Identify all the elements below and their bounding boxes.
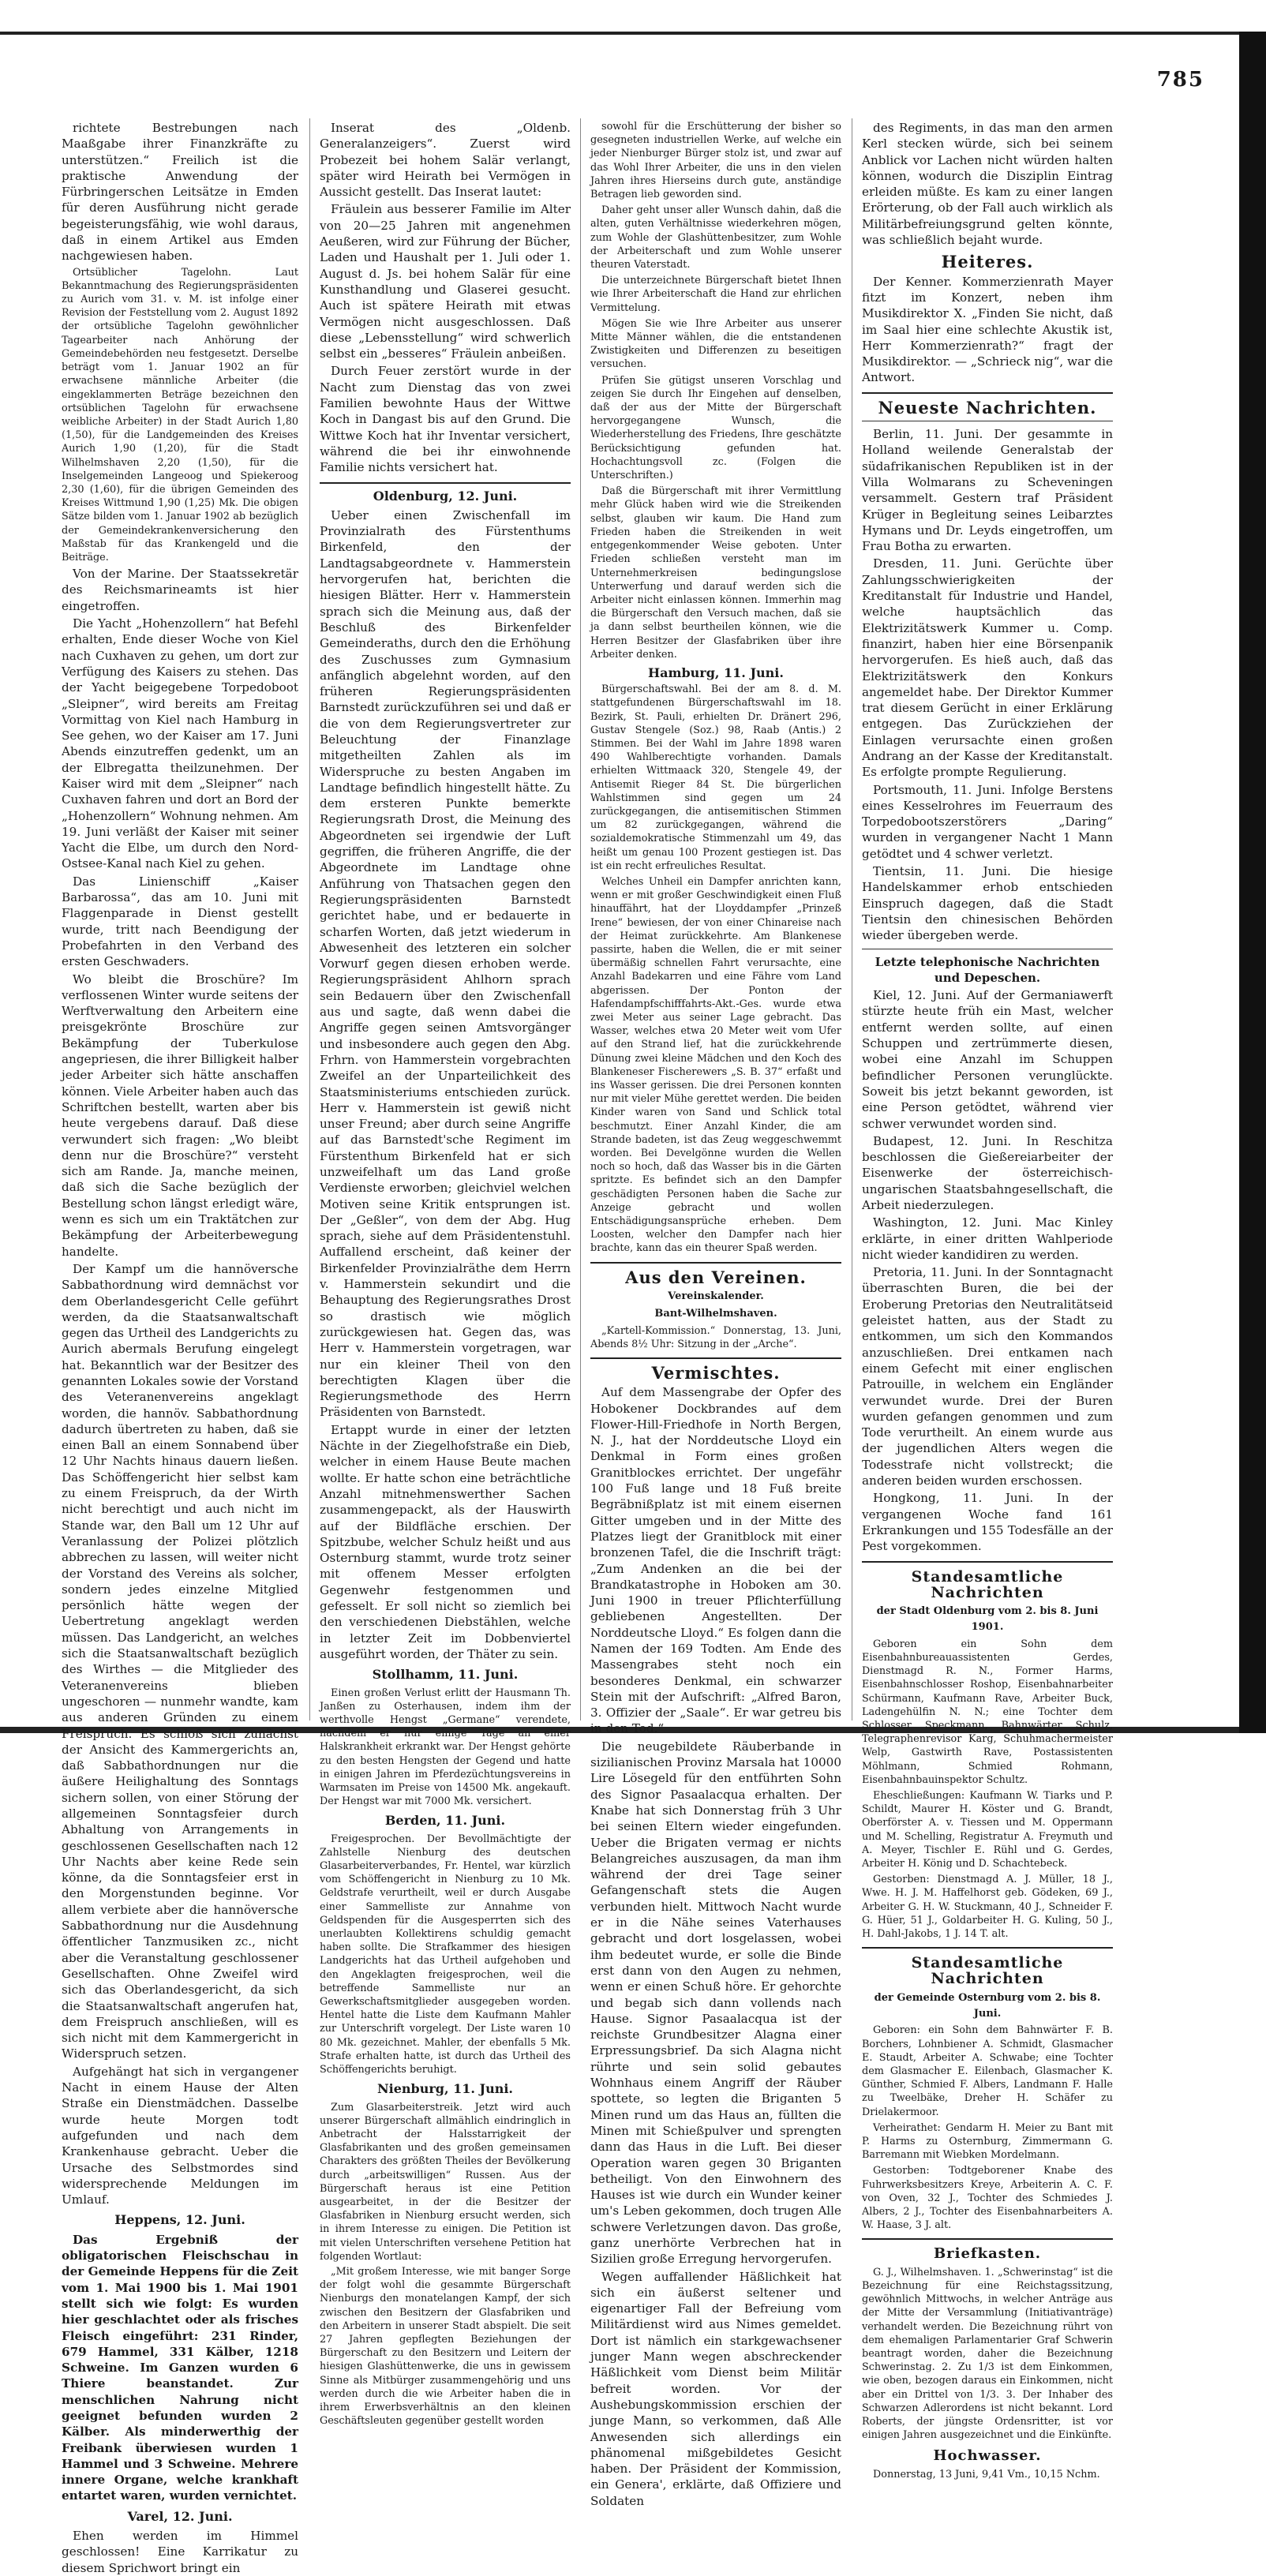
article-paragraph: Donnerstag, 13 Juni, 9,41 Vm., 10,15 Nchm. xyxy=(873,2468,1100,2481)
article-paragraph: richtete Bestrebungen nach Maaßgabe ihrer Finanzkräfte zu unterstützen.“ Freilich ist die praktische Anwendung der Fürbringerschen Leitsätze in Emden für deren Ausführung nicht gerade begeisterungsfähig, wie wohl daraus, daß in einem Artikel aus Emden nachgewiesen haben. xyxy=(62,121,298,264)
article-paragraph: Verheirathet: Gendarm H. Meier zu Bant mit P. Harms zu Osternburg, Zimmermann G. Barremann mit Wiebken Mordelmann. xyxy=(862,2121,1113,2162)
section-heading: Neueste Nachrichten. xyxy=(878,397,1097,417)
article-paragraph: „Kartell-Kommission.“ Donnerstag, 13. Juni, Abends 8½ Uhr: Sitzung in der „Arche“. xyxy=(590,1324,841,1350)
section-rule xyxy=(862,392,1113,394)
article-paragraph: Pretoria, 11. Juni. In der Sonntagnacht überraschten Buren, die bei der Eroberung Pretorias den Neutralitätseid geleistet hatten, aus der Stadt zu entkommen, um sich den Kommandos anzuschließen. Drei entkamen nach einem Gefecht mit einer englischen Patrouille, in welchem ein Engländer verwundet wurde. Drei der Buren wurden gefangen genommen und zum Tode verurtheilt. An einem wurde aus der jugendlichen Alters wegen die Todesstrafe nicht vollstreckt; die anderen beiden wurden erschossen. xyxy=(862,1265,1113,1488)
section-rule xyxy=(862,2238,1113,2240)
article-paragraph: Kiel, 12. Juni. Auf der Germaniawerft stürzte heute früh ein Mast, welcher entfernt werden sollte, auf einen Schuppen und zertrümmerte diesen, wobei eine Anzahl im Schuppen befindlicher Personen verunglückte. Soweit bis jetzt bekannt geworden, ist eine Person getödtet, während vier schwer verwundet worden sind. xyxy=(862,988,1113,1131)
article-paragraph: Ueber einen Zwischenfall im Provinzialrath des Fürstenthums Birkenfeld, den der Landtagsabgeordnete v. Hammerstein hervorgerufen hat, berichten die hiesigen Blätter. Herr v. Hammerstein sprach sich die Meinung aus, daß der Beschluß des Birkenfelder Gemeinderaths, durch den die Erhöhung des Zuschusses zum Gymnasium anfänglich abgelehnt worden, auf den früheren Regierungspräsidenten Barnstedt zurückzuführen sei und daß er die von dem Regierungsvertreter zur Beleuchtung der Finanzlage mitgetheilten Zahlen als im Widerspruche zu besten Angaben im Landtage befindlich hingestellt hätte. Zu dem ersteren Punkte bemerkte Regierungsrath Drost, die Meinung des Abgeordneten sei irgendwie der Luft gegriffen, die früheren Angriffe, die der Abgeordnete im Landtage ohne Anführung von Thatsachen gegen den Regierungspräsidenten Barnstedt gerichtet habe, und er bedauerte in scharfen Worten, daß jetzt wiederum in Abwesenheit des letzteren ein solcher Vorwurf gegen diesen erhoben werde. Regierungspräsident Ahlhorn sprach sein Bedauern über den Zwischenfall aus und sagte, daß wenn dabei die Angriffe gegen seinen Amtsvorgänger und insbesondere auch gegen den Abg. Frhrn. von Hammerstein vorgebrachten Zweifel an der Unparteilichkeit des Staatsministeriums entschieden zurück. Herr v. Hammerstein ist gewiß nicht unser Freund; aber durch seine Angriffe auf das Barnstedt'sche Regiment im Fürstenthum Birkenfeld hat er sich unzweifelhaft um das Land große Verdienste erworben; gleichviel welchen Motiven seine Kritik entsprungen ist. Der „Geßler“, von dem der Abg. Hug sprach, siehe auf dem Präsidentenstuhl. Auffallend erscheint, daß keiner der Birkenfelder Provinzialräthe dem Herrn v. Hammerstein sekundirt und die Behauptung des Regierungsrathes Drost so drastisch wie möglich zurückgewiesen hat. Gegen das, was Herr v. Hammerstein vorgetragen, war nur ein kleiner Theil von den berechtigten Klagen über die Regierungsmethode des Herrn Präsidenten von Barnstedt. xyxy=(320,507,571,1420)
column-divider xyxy=(309,118,310,1720)
article-paragraph: Berlin, 11. Juni. Der gesammte in Holland weilende Generalstab der südafrikanischen Republiken ist in der Villa Wolmarans zu Scheveningen versammelt. Gestern traf Präsident Krüger in Begleitung seines Leibarztes Hymans und Dr. Leyds eingetroffen, um Frau Botha zu erwarten. xyxy=(862,427,1113,554)
column-3 xyxy=(590,120,841,2508)
article-paragraph: Die Yacht „Hohenzollern“ hat Befehl erhalten, Ende dieser Woche von Kiel nach Cuxhaven zu gehen, um dort zur Verfügung des Kaisers zu stehen. Das der Yacht beigegebene Torpedoboot „Sleipner“, wird bereits am Freitag Vormittag von Kiel nach Hamburg in See gehen, wo der Kaiser am 17. Juni Abends einzutreffen gedenkt, um an der Elbregatta theilzunehmen. Der Kaiser wird mit dem „Sleipner“ nach Cuxhaven fahren und dort an Bord der „Hohenzollern“ Wohnung nehmen. Am 19. Juni verläßt der Kaiser mit seiner Yacht die Elbe, um durch den Nord-Ostsee-Kanal nach Kiel zu gehen. xyxy=(62,616,298,871)
article-paragraph: Gestorben: Todtgeborener Knabe des Fuhrwerksbesitzers Kreye, Arbeiterin A. C. F. von Oven, 32 J., Tochter des Schmiedes J. Albers, 2 J., Tochter des Eisenbahnarbeiters A. W. Haase, 3 J. alt. xyxy=(862,2165,1113,2232)
section-heading: Vermischtes. xyxy=(651,1362,781,1383)
article-paragraph: sowohl für die Erschütterung der bisher so gesegneten industriellen Werke, auf welche ein jeder Nienburger Bürger stolz ist, und zwar auf das Wohl Ihrer Arbeiter, die uns in den vielen Jahren ihres Hierseins durch gute, anständige Betragen lieb geworden sind. xyxy=(590,121,841,201)
section-heading: Briefkasten. xyxy=(933,2245,1042,2263)
article-paragraph: „Mit großem Interesse, wie mit banger Sorge der folgt wohl die gesammte Bürgerschaft Nienburgs den monatelangen Kampf, der sich zwischen den Besitzern der Glasfabriken und den Arbeitern in unserer Stadt abspielt. Die seit 27 Jahren gepflegten Beziehungen der Bürgerschaft zu den Besitzern und Leitern der hiesigen Glashüttenwerke, die uns in gewissem Sinne als Mitbürger zusammengehörig und uns werden durch die wie Arbeiter haben die in ihrem Erwerbsverhältnis an den kleinen Geschäftsleuten gegenüber gestellt worden xyxy=(320,2266,571,2428)
article-paragraph: Prüfen Sie gütigst unseren Vorschlag und zeigen Sie durch Ihr Eingehen auf denselben, daß der aus der Mitte der Bürgerschaft hervorgegangene Wunsch, die Wiederherstellung des Friedens, Ihre geschätzte Berücksichtigung gefunden hat. Hochachtungsvoll zc. (Folgen die Unterschriften.) xyxy=(590,374,841,482)
article-paragraph: Von der Marine. Der Staatssekretär des Reichsmarineamts ist hier eingetroffen. xyxy=(62,567,298,613)
article-paragraph: Eheschließungen: Kaufmann W. Tiarks und P. Schildt, Maurer H. Köster und G. Brandt, Oberförster A. v. Tiessen und M. Oppermann und M. Schelling, Registratur A. Freymuth und A. Meyer, Tischler E. Rühl und G. Gerdes, Arbeiter H. König und D. Schachtebeck. xyxy=(862,1789,1113,1870)
column-2 xyxy=(320,120,571,2428)
subheading: der Gemeinde Osternburg vom 2. bis 8. Juni. xyxy=(874,1991,1101,2020)
article-paragraph: Der Kenner. Kommerzienrath Mayer fitzt im Konzert, neben ihm Musikdirektor X. „Finden Sie nicht, daß im Saal hier eine schlechte Akustik ist, Herr Kommerzienrath?“ fragt der Musikdirektor. — „Schrieck nig“, war die Antwort. xyxy=(862,274,1113,385)
article-paragraph: Daher geht unser aller Wunsch dahin, daß die alten, guten Verhältnisse wiederkehren mögen, zum Wohle der Glashüttenbesitzer, zum Wohle der Arbeiterschaft und zum Wohle unserer theuren Vaterstadt. xyxy=(590,204,841,271)
article-paragraph: Das Ergebniß der obligatorischen Fleischschau in der Gemeinde Heppens für die Zeit vom 1. Mai 1900 bis 1. Mai 1901 stellt sich wie folgt: Es wurden hier geschlachtet oder als frisches Fleisch eingeführt: 231 Rinder, 679 Hammel, 331 Kälber, 1218 Schweine. Im Ganzen wurden 6 Thiere beanstandet. Zur menschlichen Nahrung nicht geeignet befunden wurden 2 Kälber. Als minderwerthig der Freibank überwiesen wurden 1 Hammel und 3 Schweine. Mehrere innere Organe, welche krankhaft entartet waren, wurden vernichtet. xyxy=(62,2232,298,2503)
section-heading: Standesamtliche Nachrichten xyxy=(911,1954,1064,1988)
article-paragraph: Bürgerschaftswahl. Bei der am 8. d. M. stattgefundenen Bürgerschaftswahl im 18. Bezirk, St. Pauli, erhielten Dr. Dränert 296, Gustav Stengele (Soz.) 98, Raab (Antis.) 2 Stimmen. Bei der Wahl im Jahre 1898 waren 490 Wahlberechtigte vorhanden. Damals erhielten Wittmaack 320, Stengele 49, der Antisemit Rieger 84 St. Die bürgerlichen Wahlstimmen sind gegen um 24 zurückgegangen, die antisemitischen Stimmen um 82 zurückgegangen, während die sozialdemokratische Stimmenzahl um 49, das heißt um genau 100 Prozent gestiegen ist. Das ist ein recht erfreuliches Resultat. xyxy=(590,683,841,872)
column-1 xyxy=(62,120,298,2575)
section-rule xyxy=(590,1262,841,1264)
subheading: Bant-Wilhelmshaven. xyxy=(654,1308,777,1320)
article-paragraph: Ortsüblicher Tagelohn. Laut Bekanntmachung des Regierungspräsidenten zu Aurich vom 31. v. M. ist infolge einer Revision der Feststellung vom 2. August 1892 der ortsübliche Tagelohn gewöhnlicher Tagearbeiter nach Anhörung der Gemeindebehörden neu festgesetzt. Derselbe beträgt vom 1. Januar 1902 an für erwachsene männliche Arbeiter (die eingeklammerten Beträge bezeichnen den ortsüblichen Tagelohn für erwachsene weibliche Arbeiter) in der Stadt Aurich 1,80 (1,50), für die Landgemeinden des Kreises Aurich 1,90 (1,20), für die Stadt Wilhelmshaven 2,20 (1,50), für die Inselgemeinden Langeoog und Spiekeroog 2,30 (1,60), für die übrigen Gemeinden des Kreises Wittmund 1,90 (1,25) Mk. Die obigen Sätze bilden vom 1. Januar 1902 ab bezüglich der Gemeindekrankenversicherung den Maßstab für das Krankengeld und die Beiträge. xyxy=(62,266,298,564)
article-paragraph: Welches Unheil ein Dampfer anrichten kann, wenn er mit großer Geschwindigkeit einen Fluß hinauffährt, hat der Lloyddampfer „Prinzeß Irene“ bewiesen, der von einer Chinareise nach der Heimat zurückkehrte. Am Blankenese passirte, haben die Wellen, die er mit seiner übermäßig schnellen Fahrt verursachte, eine Anzahl Badekarren und eine Fähre vom Land abgerissen. Der Ponton der Hafendampfschifffahrts-Akt.-Ges. wurde etwa zwei Meter aus seiner Lage gebracht. Das Wasser, welches etwa 20 Meter weit vom Ufer auf den Strand lief, hat die zurückkehrende Dünung zwei kleine Mädchen und den Koch des Blankeneser Fischerewers „S. B. 37“ erfaßt und ins Wasser gerissen. Die drei Personen konnten nur mit vieler Mühe gerettet werden. Die beiden Kinder waren von Sand und Schlick total beschmutzt. Einer Anzahl Kinder, die am Strande badeten, ist das Zeug weggeschwemmt worden. Bei Develgönne wurden die Wellen noch so hoch, daß das Wasser bis in die Gärten spritzte. Es befindet sich an den Dampfer geschädigten Personen haben die Sache zur Anzeige gebracht und wollen Entschädigungsansprüche erheben. Dem Loosten, welcher den Dampfer nach hier brachte, kann das ein theurer Spaß werden. xyxy=(590,875,841,1255)
article-paragraph: Das Linienschiff „Kaiser Barbarossa“, das am 10. Juni mit Flaggenparade in Dienst gestellt wurde, tritt nach Beendigung der Probefahrten in den Verband des ersten Geschwaders. xyxy=(62,874,298,969)
subheading: Letzte telephonische Nachrichten und Depeschen. xyxy=(875,954,1100,985)
article-paragraph: Ertappt wurde in einer der letzten Nächte in der Ziegelhofstraße ein Dieb, welcher in einem Hause Beute machen wollte. Er hatte schon eine beträchtliche Anzahl mitnehmenswerther Sachen zusammengepackt, als der Hauswirth auf der Bildfläche erschien. Der Spitzbube, welcher Schulz heißt und aus Osternburg stammt, wurde trotz seiner mit offenem Messer erfolgten Gegenwehr festgenommen und gefesselt. Er soll nicht so ziemlich bei den verschiedenen Diebstählen, welche in letzter Zeit im Dobbenviertel ausgeführt worden, der Thäter zu sein. xyxy=(320,1422,571,1661)
article-paragraph: Einen großen Verlust erlitt der Hausmann Th. Janßen zu Osterhausen, indem ihm der werthvolle Hengst „Germane“ verendete, nachdem er nur einige Tage an einer Halskrankheit erkrankt war. Der Hengst gehörte zu den besten Hengsten der Gegend und hatte in einigen Jahren im Pferdezüchtungsvereins in Warmsaten im Preise von 14500 Mk. angekauft. Der Hengst war mit 7000 Mk. versichert. xyxy=(320,1687,571,1808)
scan-border-right xyxy=(1239,32,1266,1733)
section-heading: Heiteres. xyxy=(941,252,1034,272)
article-paragraph: Wegen auffallender Häßlichkeit hat sich ein äußerst seltener und eigenartiger Fall der Befreiung vom Militärdienst wird aus Nimes gemeldet. Dort ist nämlich ein starkgewachsener junger Mann wegen abschreckender Häßlichkeit vom Dienst beim Militär befreit worden. Vor der Aushebungskommission erschien der junge Mann, so verkommen, daß Alle Anwesenden sich allerdings ein phänomenal mißgebildetes Gesicht haben. Der Präsident der Kommission, ein Genera', erklärte, daß Offiziere und Soldaten xyxy=(590,2269,841,2508)
article-paragraph: Die neugebildete Räuberbande in sizilianischen Provinz Marsala hat 10000 Lire Lösegeld für den entführten Sohn des Signor Pasaalacqua erhalten. Der Knabe hat sich Donnerstag früh 3 Uhr bei seinen Eltern wieder eingefunden. Ueber die Brigaten vermag er nichts Belangreiches auszusagen, da man ihm während der drei Tage seiner Gefangenschaft stets die Augen verbunden hielt. Mittwoch Nacht wurde er in die Nähe seines Vaterhauses gebracht und dort losgelassen, wobei ihm bedeutet wurde, er solle die Binde erst dann von den Augen zu nehmen, wenn er einen Schuß höre. Er gehorchte und begab sich dann vollends nach Hause. Signor Pasaalacqua ist der reichste Grundbesitzer Alagna einer Erpressungsbrief. Da sich Alagna nicht rührte und sein solid gebautes Wohnhaus einem Angriff der Räuber spottete, so legten die Briganten 5 Minen rund um das Haus an, füllten die Minen mit Schießpulver und sprengten dann das Haus in die Luft. Bei dieser Operation waren gegen 30 Briganten betheiligt. Von den Einwohnern des Hauses ist wie durch ein Wunder keiner um's Leben gekommen, doch trugen Alle schwere Verletzungen davon. Das große, ganz unerhörte Verbrechen hat in Sizilien große Erregung hervorgerufen. xyxy=(590,1739,841,2267)
article-paragraph: Freigesprochen. Der Bevollmächtigte der Zahlstelle Nienburg des deutschen Glasarbeiterverbandes, Fr. Hentel, war kürzlich vom Schöffengericht in Nienburg zu 10 Mk. Geldstrafe verurtheilt, weil er durch Ausgabe einer Sammelliste zur Annahme von Geldspenden für die Ausgesperrten sich des unerlaubten Kollektirens schuldig gemacht haben sollte. Die Strafkammer des hiesigen Landgerichts hat das Urtheil aufgehoben und den Angeklagten freigesprochen, weil die betreffende Sammelliste nur an Gewerkschaftsmitglieder ausgegeben worden. Hentel hatte die Liste dem Kaufmann Mahler zur Unterschrift vorgelegt. Der Liste waren 10 80 Mk. gezeichnet. Mahler, der ebenfalls 5 Mk. Strafe erhalten hatte, ist durch das Urtheil des Schöffengerichts beruhigt. xyxy=(320,1833,571,2076)
section-heading: Hochwasser. xyxy=(933,2447,1042,2465)
section-rule xyxy=(862,1561,1113,1563)
article-paragraph: Die unterzeichnete Bürgerschaft bietet Ihnen wie Ihrer Arbeiterschaft die Hand zur ehrlichen Vermittelung. xyxy=(590,275,841,314)
section-rule xyxy=(862,1947,1113,1949)
dateline: Stollhamm, 11. Juni. xyxy=(372,1667,519,1683)
section-heading: Aus den Vereinen. xyxy=(625,1267,807,1287)
article-paragraph: Tientsin, 11. Juni. Die hiesige Handelskammer erhob entschieden Einspruch dagegen, daß die Stadt Tientsin den chinesischen Behörden wieder übergeben werde. xyxy=(862,864,1113,943)
article-paragraph: Durch Feuer zerstört wurde in der Nacht zum Dienstag das von zwei Familien bewohnte Haus der Wittwe Koch in Dangast bis auf den Grund. Die Wittwe Koch hat ihr Inventar versichert, während die bei ihr einwohnende Familie nichts versichert hat. xyxy=(320,364,571,475)
article-paragraph: Daß die Bürgerschaft mit ihrer Vermittlung mehr Glück haben wird wie die Streikenden selbst, glauben wir kaum. Die Hand zum Frieden haben die Streikenden in weit entgegenkommender Weise geboten. Unter Frieden schließen versteht man im Unternehmerkreisen bedingungslose Unterwerfung und darauf werden sich die Arbeiter nicht einlassen können. Immerhin mag die Bürgerschaft den Versuch machen, daß sie ja dann selbst beurtheilen können, wie die Herren Besitzer der Glasfabriken über ihre Arbeiter denken. xyxy=(590,485,841,661)
dateline: Nienburg, 11. Juni. xyxy=(377,2081,513,2097)
article-paragraph: Auf dem Massengrabe der Opfer des Hobokener Dockbrandes auf dem Flower-Hill-Friedhofe in North Bergen, N. J., hat der Norddeutsche Lloyd ein Denkmal in Form eines großen Granitblockes errichtet. Der ungefähr 100 Fuß lange und 18 Fuß breite Begräbnißplatz ist mit einem eisernen Gitter umgeben und in der Mitte des Platzes liegt der Granitblock mit einer bronzenen Tafel, die die Inschrift trägt: „Zum Andenken an die bei der Brandkatastrophe in Hoboken am 30. Juni 1900 in treuer Pflichterfüllung gebliebenen Angestellten. Der Norddeutsche Lloyd.“ Es folgen dann die Namen der 169 Todten. Am Ende des Massengrabes steht noch ein besonderes Denkmal, ein schwarzer Stein mit der Aufschrift: „Alfred Baron, 3. Offizier der „Saale“. Er war getreu bis in den Tod.“ xyxy=(590,1385,841,1736)
page-number: 785 xyxy=(1156,68,1204,92)
article-paragraph: Hongkong, 11. Juni. In der vergangenen Woche fand 161 Erkrankungen und 155 Todesfälle an der Pest vorgekommen. xyxy=(862,1491,1113,1554)
article-paragraph: des Regiments, in das man den armen Kerl stecken würde, sich bei seinem Anblick vor Lachen nicht würden halten können, wodurch die Disziplin Eintrag erleiden müßte. Es kam zu einer langen Erörterung, ob der Fall auch wirklich als Militärbefreiungsgrund gelten könnte, was schließlich bejaht wurde. xyxy=(862,121,1113,248)
article-paragraph: Wo bleibt die Broschüre? Im verflossenen Winter wurde seitens der Werftverwaltung den Arbeitern eine preisgekrönte Broschüre zur Bekämpfung der Tuberkulose angepriesen, die ihrer Billigkeit halber jeder Arbeiter sich hätte anschaffen können. Viele Arbeiter haben auch das Schriftchen bestellt, warten aber bis heute vergebens darauf. Daß diese verwundert sich fragen: „Wo bleibt denn nur die Broschüre?“ versteht sich am Rande. Ja, manche meinen, daß sich die Sache bezüglich der Bestellung schon längst erledigt wäre, wenn es sich um ein Traktätchen zur Bekämpfung der Arbeiterbewegung handelte. xyxy=(62,972,298,1259)
subheading: der Stadt Oldenburg vom 2. bis 8. Juni 1901. xyxy=(876,1605,1099,1634)
section-heading: Standesamtliche Nachrichten xyxy=(911,1567,1064,1601)
dateline: Oldenburg, 12. Juni. xyxy=(373,488,518,504)
scan-border-top xyxy=(0,32,1239,35)
article-paragraph: Mögen Sie wie Ihre Arbeiter aus unserer Mitte Männer wählen, die die entstandenen Zwistigkeiten und Differenzen zu beseitigen versuchen. xyxy=(590,317,841,371)
article-paragraph: Dresden, 11. Juni. Gerüchte über Zahlungsschwierigkeiten der Kreditanstalt für Industrie und Handel, welche hauptsächlich das Elektrizitätswerk Kummer u. Comp. finanzirt, haben hier eine Börsenpanik hervorgerufen. Es hieß auch, daß das Elektrizitätswerk den Konkurs angemeldet habe. Der Direktor Kummer trat diesem Gerücht in einer Erklärung entgegen. Das Zurückziehen der Einlagen verursachte einen großen Andrang an der Kasse der Kreditanstalt. Es erfolgte prompte Regulierung. xyxy=(862,556,1113,780)
section-rule xyxy=(320,482,571,484)
article-paragraph: Portsmouth, 11. Juni. Infolge Berstens eines Kesselrohres im Feuerraum des Torpedobootszerstörers „Daring“ wurden in vergangener Nacht 1 Mann getödtet und 4 schwer verletzt. xyxy=(862,782,1113,861)
article-paragraph: Der Kampf um die hannöversche Sabbathordnung wird demnächst vor dem Oberlandesgericht Celle geführt werden, da die Staatsanwaltschaft gegen das Urtheil des Landgerichts zu Aurich abermals Berufung eingelegt hat. Bekanntlich war der Besitzer des genannten Lokales sowie der Vorstand des Veteranenvereins angeklagt worden, die hannöv. Sabbathordnung dadurch übertreten zu haben, daß sie einen Ball an einem Sonnabend über 12 Uhr Nachts hinaus dauern ließen. Das Schöffengericht hier selbst kam zu einem Freispruch, da der Wirth nicht berechtigt und auch nicht im Stande war, den Ball um 12 Uhr auf Veranlassung der Polizei plötzlich abbrechen zu lassen, will weiter nicht der Vorstand des Vereins als solcher, sondern jedes einzelne Mitglied persönlich hätte wegen der Uebertretung angeklagt werden müssen. Das Landgericht, an welches sich die Staatsanwaltschaft bezüglich des Wirthes — die Mitglieder des Veteranenvereins blieben ungeschoren — nunmehr wandte, kam aus anderen Gründen zu einem Freispruch. Es schloß sich zunächst der Ansicht des Kammergerichts an, daß Sabbathordnungen nur die äußere Heilighaltung des Sonntags sichern sollen, von einer Störung der allgemeinen Sonntagsfeier durch Abhaltung von Arrangements in geschlossenen Gesellschaften nach 12 Uhr Nachts aber keine Rede sein könne, da die Sonntagsfeier erst in den Morgenstunden beginne. Vor allem verbiete aber die hannöversche Sabbathordnung nur die Ausdehnung öffentlicher Tanzmusiken zc., nicht aber die Veranstaltung geschlossener Gesellschaften. Ohne Zweifel wird sich das Oberlandesgericht, da sich die Staatsanwaltschaft angerufen hat, dem Freispruch anschließen, will es sich nicht mit dem Kammergericht in Widerspruch setzen. xyxy=(62,1261,298,2061)
article-paragraph: Geboren: ein Sohn dem Bahnwärter F. B. Borchers, Lohnbiener A. Schmidt, Glasmacher E. Staudt, Arbeiter A. Schwabe; eine Tochter dem Glasmacher E. Eilenbach, Glasmacher K. Günther, Schmied F. Albers, Landmann F. Halle zu Tweelbäke, Dreher H. Schäfer zu Drielakermoor. xyxy=(862,2024,1113,2118)
column-divider xyxy=(580,118,581,1720)
article-paragraph: Inserat des „Oldenb. Generalanzeigers“. Zuerst wird Probezeit bei hohem Salär verlangt, später wird Heirath bei Vermögen in Aussicht gestellt. Das Inserat lautet: xyxy=(320,121,571,200)
dateline: Hamburg, 11. Juni. xyxy=(648,665,784,680)
subheading: Vereinskalender. xyxy=(668,1290,764,1302)
article-paragraph: Washington, 12. Juni. Mac Kinley erklärte, in einer dritten Wahlperiode nicht wieder kandidiren zu werden. xyxy=(862,1215,1113,1262)
article-paragraph: Aufgehängt hat sich in vergangener Nacht in einem Hause der Alten Straße ein Dienstmädchen. Dasselbe wurde heute Morgen todt aufgefunden und nach dem Krankenhause gebracht. Ueber die Ursache des Selbstmordes sind widersprechende Meldungen im Umlauf. xyxy=(62,2064,298,2207)
dateline: Berden, 11. Juni. xyxy=(384,1813,506,1829)
section-rule xyxy=(590,1357,841,1359)
dateline: Varel, 12. Juni. xyxy=(127,2508,233,2524)
article-paragraph: Gestorben: Dienstmagd A. J. Müller, 18 J., Wwe. H. J. M. Haffelhorst geb. Gödeken, 69 J., Arbeiter G. H. W. Stuckmann, 40 J., Schneider F. G. Hüer, 51 J., Goldarbeiter H. G. Kuling, 50 J., H. Dahl-Jakobs, 1 J. 14 T. alt. xyxy=(862,1874,1113,1940)
dateline: Heppens, 12. Juni. xyxy=(114,2212,245,2228)
article-paragraph: Budapest, 12. Juni. In Reschitza beschlossen die Gießereiarbeiter der Eisenwerke der österreichisch-ungarischen Staatsbahngesellschaft, die Arbeit niederzulegen. xyxy=(862,1133,1113,1212)
article-paragraph: Zum Glasarbeiterstreik. Jetzt wird auch unserer Bürgerschaft allmählich eindringlich in Anbetracht der Halsstarrigkeit der Glasfabrikanten und des großen gemeinsamen Charakters des größten Theiles der Bevölkerung durch „arbeitswilligen“ Russen. Aus der Bürgerschaft heraus ist eine Petition ausgearbeitet, in der die Besitzer der Glasfabriken in Nienburg ersucht werden, sich in ihrem Interesse zu einigen. Die Petition ist mit vielen Unterschriften versehene Petition hat folgenden Wortlaut: xyxy=(320,2101,571,2263)
column-4 xyxy=(862,120,1113,2481)
article-paragraph: Fräulein aus besserer Familie im Alter von 20—25 Jahren mit angenehmen Aeußeren, wird zur Führung der Bücher, Laden und Haushalt per 1. Juli oder 1. August d. Js. bei hohem Salär für eine Kunsthandlung und Glaserei gesucht. Auch ist spätere Heirath mit etwas Vermögen nicht ausgeschlossen. Daß diese „Lebensstellung“ wird schwerlich selbst ein „besseres“ Fräulein anbeißen. xyxy=(320,202,571,361)
article-paragraph: G. J., Wilhelmshaven. 1. „Schwerinstag“ ist die Bezeichnung für eine Reichstagssitzung, gewöhnlich Mittwochs, in welcher Anträge aus der Mitte der Versammlung (Initiativanträge) verhandelt werden. Die Bezeichnung rührt von dem ehemaligen Parlamentarier Graf Schwerin beantragt worden, daher die Bezeichnung Schwerinstag. 2. Zu 1/3 ist dem Einkommen, wie oben, bezogen daraus ein Einkommen, nicht aber ein Drittel von 1/3. 3. Der Inhaber des Schwarzen Adlerordens ist nicht bekannt. Lord Roberts, der jüngste Ordensritter, ist vor einigen Jahren ausgezeichnet und die Einkünfte. xyxy=(862,2266,1113,2442)
article-paragraph: Ehen werden im Himmel geschlossen! Eine Karrikatur zu diesem Sprichwort bringt ein xyxy=(62,2529,298,2575)
article-paragraph: Geboren ein Sohn dem Eisenbahnbureauassistenten Gerdes, Dienstmagd R. N., Former Harms, Eisenbahnschlosser Roshop, Eisenbahnarbeiter Schürmann, Kaufmann Rave, Arbeiter Buck, Ladengehülfin N. N.; eine Tochter dem Schlosser Speckmann, Bahnwärter Schulz, Telegraphenrevisor Karg, Schuhmachermeister Welp, Gastwirth Rave, Postassistenten Möhlmann, Schmied Rohmann, Eisenbahnbauinspektor Schultz. xyxy=(862,1638,1113,1786)
